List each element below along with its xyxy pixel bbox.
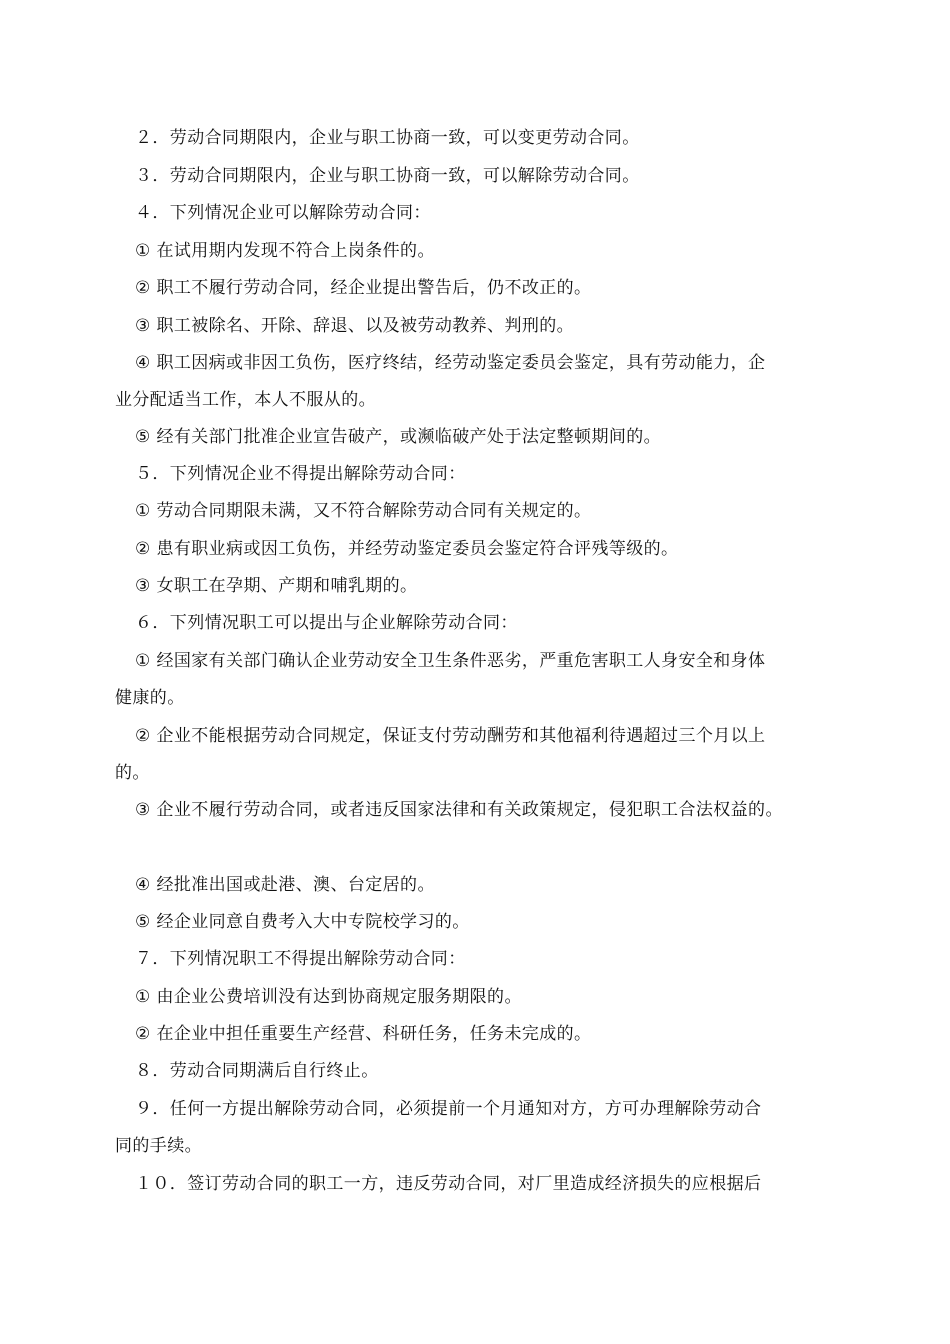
paragraph-line: ③ 企业不履行劳动合同，或者违反国家法律和有关政策规定，侵犯职工合法权益的。 xyxy=(135,800,783,820)
paragraph-line: ① 经国家有关部门确认企业劳动安全卫生条件恶劣，严重危害职工人身安全和身体 xyxy=(135,651,766,671)
paragraph-line: ④ 经批准出国或赴港、澳、台定居的。 xyxy=(135,875,435,895)
paragraph-line: ７．下列情况职工不得提出解除劳动合同： xyxy=(135,949,466,969)
paragraph-line: ② 职工不履行劳动合同，经企业提出警告后，仍不改正的。 xyxy=(135,278,592,298)
paragraph-line: ３．劳动合同期限内，企业与职工协商一致，可以解除劳动合同。 xyxy=(135,166,640,186)
paragraph-line: ② 患有职业病或因工负伤，并经劳动鉴定委员会鉴定符合评残等级的。 xyxy=(135,539,679,559)
paragraph-line: １０．签订劳动合同的职工一方，违反劳动合同，对厂里造成经济损失的应根据后 xyxy=(135,1174,762,1194)
paragraph-line: ① 由企业公费培训没有达到协商规定服务期限的。 xyxy=(135,987,522,1007)
paragraph-line: ③ 女职工在孕期、产期和哺乳期的。 xyxy=(135,576,418,596)
paragraph-line: 的。 xyxy=(115,763,150,783)
paragraph-line: ④ 职工因病或非因工负伤，医疗终结，经劳动鉴定委员会鉴定，具有劳动能力，企 xyxy=(135,353,766,373)
paragraph-line: ６．下列情况职工可以提出与企业解除劳动合同： xyxy=(135,613,518,633)
paragraph-line: ⑤ 经企业同意自费考入大中专院校学习的。 xyxy=(135,912,470,932)
paragraph-line: ９．任何一方提出解除劳动合同，必须提前一个月通知对方，方可办理解除劳动合 xyxy=(135,1099,762,1119)
paragraph-line: ５．下列情况企业不得提出解除劳动合同： xyxy=(135,464,466,484)
paragraph-line: 业分配适当工作，本人不服从的。 xyxy=(115,390,376,410)
paragraph-line: ① 在试用期内发现不符合上岗条件的。 xyxy=(135,241,435,261)
paragraph-line: ② 在企业中担任重要生产经营、科研任务，任务未完成的。 xyxy=(135,1024,592,1044)
paragraph-line: ② 企业不能根据劳动合同规定，保证支付劳动酬劳和其他福利待遇超过三个月以上 xyxy=(135,726,766,746)
paragraph-line: 健康的。 xyxy=(115,688,185,708)
paragraph-line: ⑤ 经有关部门批准企业宣告破产，或濒临破产处于法定整顿期间的。 xyxy=(135,427,662,447)
paragraph-line: ① 劳动合同期限未满，又不符合解除劳动合同有关规定的。 xyxy=(135,501,592,521)
paragraph-line: ２．劳动合同期限内，企业与职工协商一致，可以变更劳动合同。 xyxy=(135,128,640,148)
paragraph-line: 同的手续。 xyxy=(115,1136,202,1156)
paragraph-line: ４．下列情况企业可以解除劳动合同： xyxy=(135,203,431,223)
paragraph-line: ③ 职工被除名、开除、辞退、以及被劳动教养、判刑的。 xyxy=(135,316,575,336)
paragraph-line: ８．劳动合同期满后自行终止。 xyxy=(135,1061,379,1081)
